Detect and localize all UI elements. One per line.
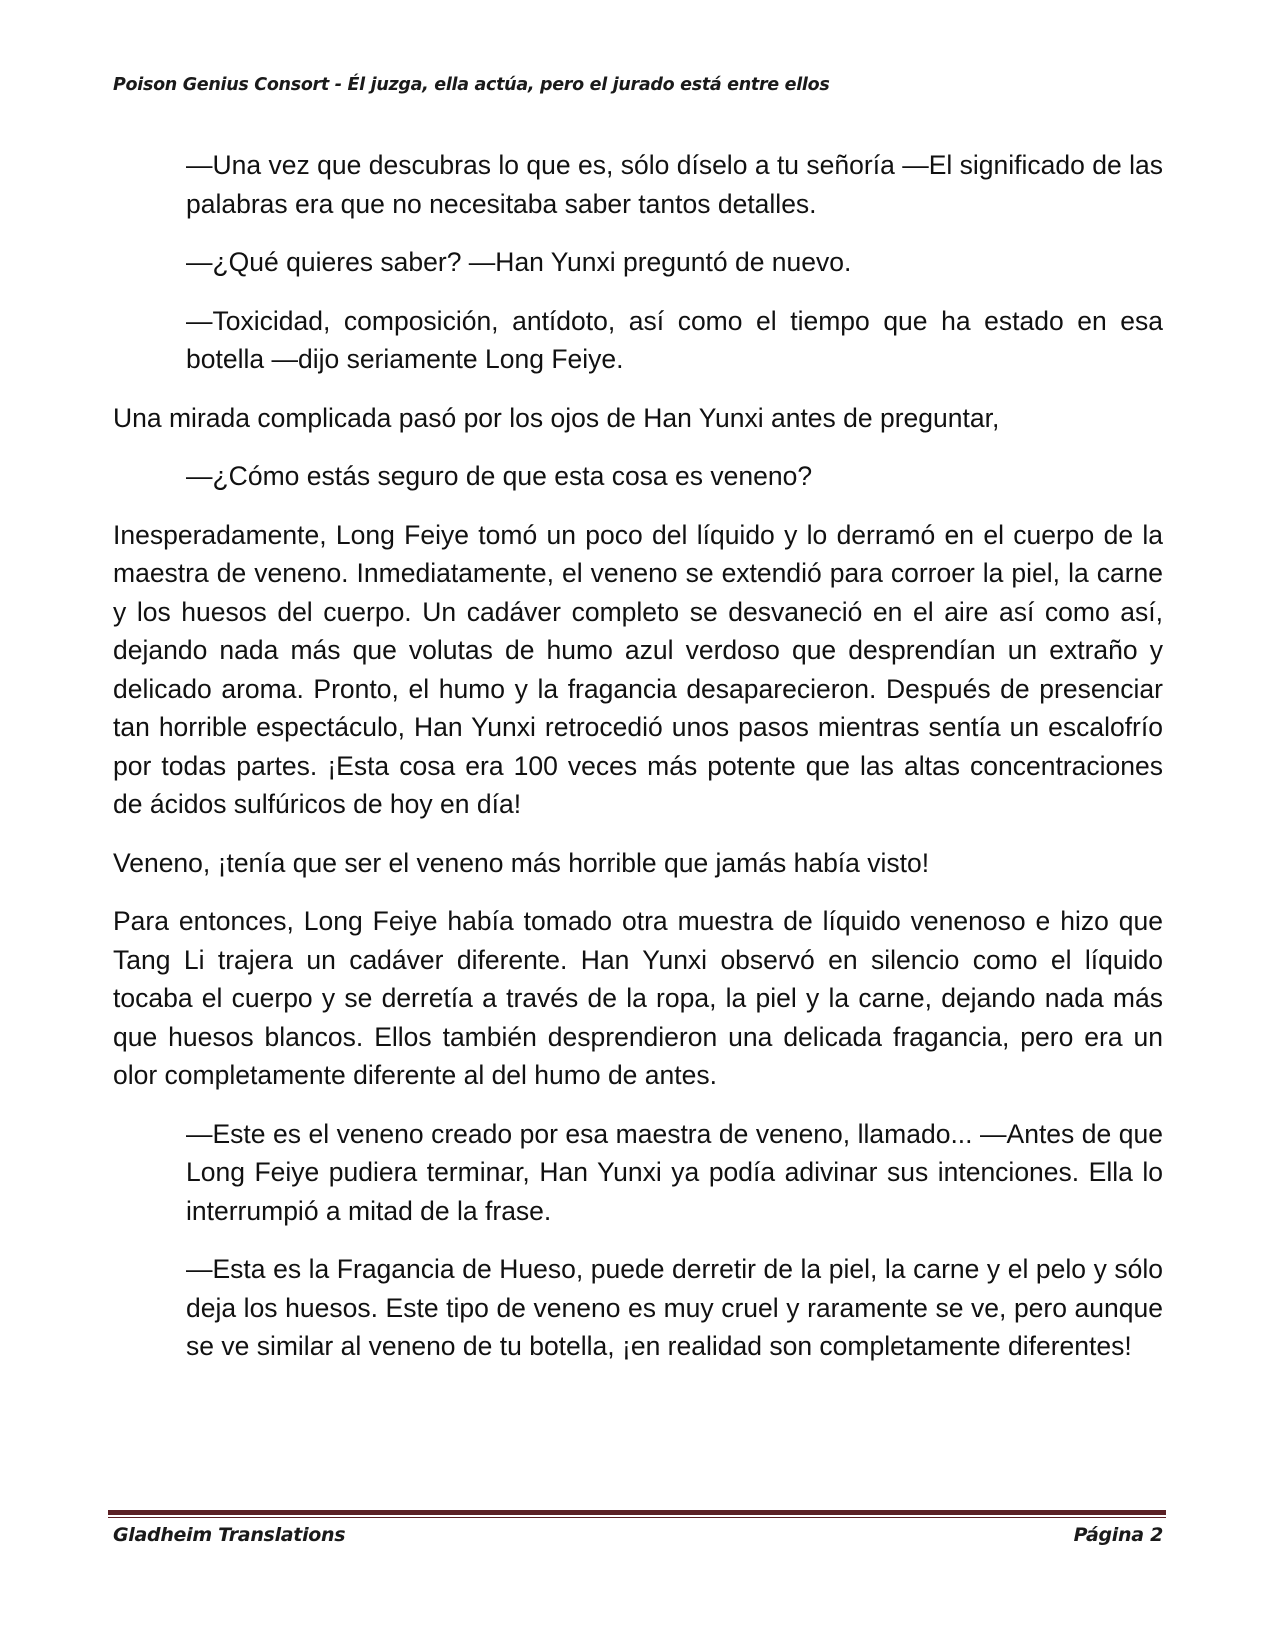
page-footer — [113, 1524, 1163, 1546]
paragraph-9: —Este es el veneno creado por esa maestra de veneno, llamado... —Antes de que Long Feiye pudiera terminar, Han Yunxi ya podía adivinar sus intenciones. Ella lo interrumpió a mitad de la frase. — [186, 1118, 1163, 1226]
footer-divider — [108, 1510, 1166, 1519]
page-number: Página 2 — [1073, 1524, 1163, 1546]
document-body — [113, 146, 1163, 1386]
paragraph-1: —Una vez que descubras lo que es, sólo díselo a tu señoría —El significado de las palabras era que no necesitaba saber tantos detalles. — [186, 150, 1163, 219]
paragraph-6: Inesperadamente, Long Feiye tomó un poco del líquido y lo derramó en el cuerpo de la maestra de veneno. Inmediatamente, el veneno se extendió para corroer la piel, la carne y los huesos del cuerpo. Un cadáver completo se desvaneció en el aire así como así, dejando nada más que volutas de humo azul verdoso que desprendían un extraño y delicado aroma. Pronto, el humo y la fragancia desaparecieron. Después de presenciar tan horrible espectáculo, Han Yunxi retrocedió unos pasos mientras sentía un escalofrío por todas partes. ¡Esta cosa era 100 veces más potente que las altas concentraciones de ácidos sulfúricos de hoy en día! — [113, 519, 1163, 819]
page-header: Poison Genius Consort - Él juzga, ella actúa, pero el jurado está entre ellos — [113, 75, 830, 95]
paragraph-5: —¿Cómo estás seguro de que esta cosa es veneno? — [186, 461, 813, 491]
paragraph-7: Veneno, ¡tenía que ser el veneno más horrible que jamás había visto! — [113, 847, 930, 878]
paragraph-8: Para entonces, Long Feiye había tomado otra muestra de líquido venenoso e hizo que Tang Li trajera un cadáver diferente. Han Yunxi observó en silencio como el líquido tocaba el cuerpo y se derretía a través de la ropa, la piel y la carne, dejando nada más que huesos blancos. Ellos también desprendieron una delicada fragancia, pero era un olor completamente diferente al del humo de antes. — [113, 906, 1163, 1090]
paragraph-3: —Toxicidad, composición, antídoto, así como el tiempo que ha estado en esa botella —dijo seriamente Long Feiye. — [186, 305, 1163, 374]
paragraph-10: —Esta es la Fragancia de Hueso, puede derretir de la piel, la carne y el pelo y sólo deja los huesos. Este tipo de veneno es muy cruel y raramente se ve, pero aunque se ve similar al veneno de tu botella, ¡en realidad son completamente diferentes! — [186, 1254, 1163, 1361]
footer-publisher: Gladheim Translations — [113, 1524, 346, 1546]
paragraph-4: Una mirada complicada pasó por los ojos de Han Yunxi antes de preguntar, — [113, 402, 1000, 433]
paragraph-2: —¿Qué quieres saber? —Han Yunxi preguntó de nuevo. — [186, 247, 852, 277]
